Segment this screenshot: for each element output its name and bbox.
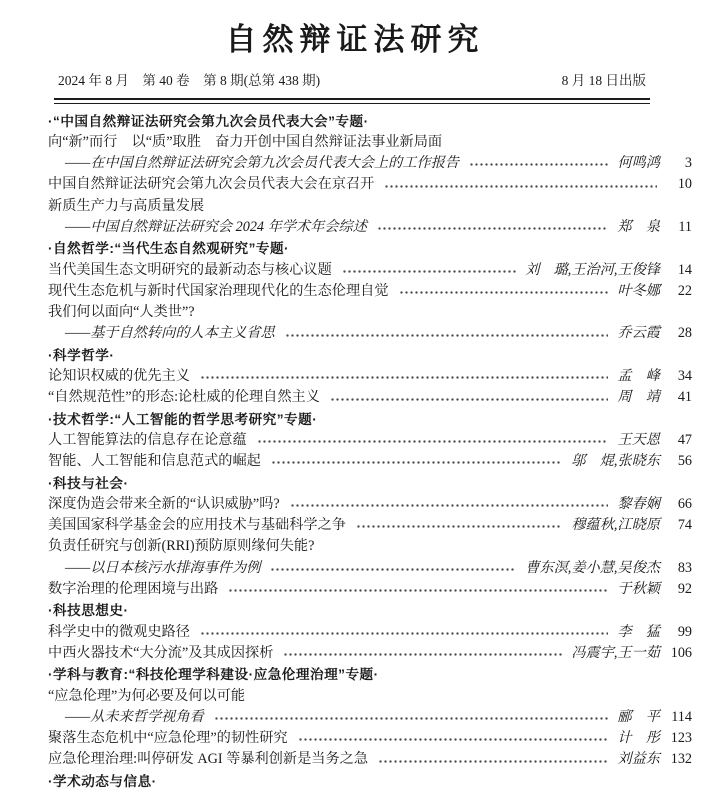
article-authors: 王天恩 xyxy=(617,430,660,451)
page-number: 92 xyxy=(666,579,692,600)
page-number: 123 xyxy=(666,728,692,749)
page-number: 114 xyxy=(666,707,692,728)
toc-row xyxy=(48,174,692,195)
article-title: 向“新”而行 以“质”取胜 奋力开创中国自然辩证法事业新局面 xyxy=(48,132,442,153)
toc-row xyxy=(48,707,692,728)
toc-row xyxy=(48,558,692,579)
article-title: ——中国自然辩证法研究会 2024 年学术年会综述 xyxy=(65,217,367,238)
dot-leader xyxy=(200,632,609,635)
toc-row xyxy=(48,387,692,408)
dot-leader xyxy=(257,440,609,443)
article-authors: 于秋颖 xyxy=(617,579,660,600)
page-number: 66 xyxy=(666,494,692,515)
toc-row xyxy=(48,260,692,281)
page-number: 34 xyxy=(666,366,692,387)
article-authors: 黎春娴 xyxy=(617,494,660,515)
article-authors: 孟 峰 xyxy=(617,366,660,387)
publish-date: 8 月 18 日出版 xyxy=(562,69,646,89)
toc-row xyxy=(48,217,692,238)
toc-section-header xyxy=(48,771,692,792)
page-number: 74 xyxy=(666,515,692,536)
article-title: 聚落生态危机中“应急伦理”的韧性研究 xyxy=(48,728,288,749)
toc-row xyxy=(48,536,692,557)
article-title: “自然规范性”的形态:论杜威的伦理自然主义 xyxy=(48,387,320,408)
article-title: 我们何以面向“人类世”? xyxy=(48,302,195,323)
article-authors: 曹东溟,姜小慧,吴俊杰 xyxy=(525,558,660,579)
article-authors: 何鸣鸿 xyxy=(617,153,660,174)
section-title: ·科学哲学· xyxy=(48,345,114,366)
section-title: ·科技思想史· xyxy=(48,600,129,621)
article-authors: 计 彤 xyxy=(617,728,660,749)
toc-row xyxy=(48,430,692,451)
page-number: 47 xyxy=(666,430,692,451)
article-authors: 李 猛 xyxy=(617,622,660,643)
dot-leader xyxy=(377,227,609,230)
section-title: ·技术哲学:“人工智能的哲学思考研究”专题· xyxy=(48,409,317,430)
toc-row xyxy=(48,451,692,472)
article-authors: 穆蕴秋,江晓原 xyxy=(571,515,660,536)
article-title: 智能、人工智能和信息范式的崛起 xyxy=(48,451,261,472)
page-number: 11 xyxy=(666,217,692,238)
article-title: 论知识权威的优先主义 xyxy=(48,366,190,387)
dot-leader xyxy=(378,760,608,763)
section-title: ·学术动态与信息· xyxy=(48,771,157,792)
article-title: 中国自然辩证法研究会第九次会员代表大会在京召开 xyxy=(48,174,374,195)
page-number: 41 xyxy=(666,387,692,408)
section-title: ·科技与社会· xyxy=(48,473,129,494)
journal-title: 自然辩证法研究 xyxy=(0,14,704,59)
toc-section-header xyxy=(48,111,692,132)
dot-leader xyxy=(356,525,562,528)
dot-leader xyxy=(283,653,562,656)
toc-row xyxy=(48,366,692,387)
page-number: 14 xyxy=(666,260,692,281)
article-title: 应急伦理治理:叫停研发 AGI 等暴利创新是当务之急 xyxy=(48,749,368,770)
article-authors: 乔云霞 xyxy=(617,323,660,344)
article-authors: 叶冬娜 xyxy=(617,281,660,302)
article-title: 现代生态危机与新时代国家治理现代化的生态伦理自觉 xyxy=(48,281,389,302)
toc-section-header xyxy=(48,238,692,259)
article-authors: 郑 泉 xyxy=(617,217,660,238)
dot-leader xyxy=(298,738,609,741)
toc-row xyxy=(48,749,692,770)
article-authors: 冯震宇,王一茹 xyxy=(571,643,660,664)
toc-row xyxy=(48,132,692,153)
article-authors: 郦 平 xyxy=(617,707,660,728)
page-number: 28 xyxy=(666,323,692,344)
article-title: 当代美国生态文明研究的最新动态与核心议题 xyxy=(48,260,332,281)
section-title: ·自然哲学:“当代生态自然观研究”专题· xyxy=(48,238,289,259)
page-number: 106 xyxy=(666,643,692,664)
toc-row xyxy=(48,153,692,174)
toc-row xyxy=(48,579,692,600)
dot-leader xyxy=(290,504,609,507)
dot-leader xyxy=(270,568,516,571)
article-authors: 周 靖 xyxy=(617,387,660,408)
article-title: 新质生产力与高质量发展 xyxy=(48,196,204,217)
article-title: 科学史中的微观史路径 xyxy=(48,622,190,643)
dot-leader xyxy=(469,163,608,166)
page-number: 56 xyxy=(666,451,692,472)
dot-leader xyxy=(399,291,609,294)
page-number: 132 xyxy=(666,749,692,770)
toc-section-header xyxy=(48,409,692,430)
toc-section-header xyxy=(48,600,692,621)
article-title: ——以日本核污水排海事件为例 xyxy=(65,558,260,579)
dot-leader xyxy=(330,398,609,401)
issue-info: 2024 年 8 月 第 40 卷 第 8 期(总第 438 期) xyxy=(58,69,320,89)
dot-leader xyxy=(228,589,608,592)
article-title: 人工智能算法的信息存在论意蕴 xyxy=(48,430,247,451)
toc-row xyxy=(48,323,692,344)
dot-leader xyxy=(384,185,657,188)
toc-row xyxy=(48,622,692,643)
page-number: 99 xyxy=(666,622,692,643)
toc-row xyxy=(48,728,692,749)
section-title: ·学科与教育:“科技伦理学科建设·应急伦理治理”专题· xyxy=(48,664,379,685)
article-title: 美国国家科学基金会的应用技术与基础科学之争 xyxy=(48,515,346,536)
dot-leader xyxy=(200,376,609,379)
article-title: “应急伦理”为何必要及何以可能 xyxy=(48,686,245,707)
page-number: 10 xyxy=(666,174,692,195)
toc-row xyxy=(48,515,692,536)
dot-leader xyxy=(271,461,562,464)
article-title: ——从未来哲学视角看 xyxy=(65,707,204,728)
article-authors: 邬 焜,张晓东 xyxy=(571,451,660,472)
page-number: 83 xyxy=(666,558,692,579)
page-number: 3 xyxy=(666,153,692,174)
toc-section-header xyxy=(48,473,692,494)
article-authors: 刘益东 xyxy=(617,749,660,770)
issue-line xyxy=(58,69,646,89)
article-title: 深度伪造会带来全新的“认识威胁”吗? xyxy=(48,494,280,515)
toc-section-header xyxy=(48,345,692,366)
toc-list xyxy=(0,104,704,792)
toc-row xyxy=(48,196,692,217)
article-title: 数字治理的伦理困境与出路 xyxy=(48,579,218,600)
article-title: 负责任研究与创新(RRI)预防原则缘何失能? xyxy=(48,536,314,557)
toc-row xyxy=(48,643,692,664)
article-title: ——基于自然转向的人本主义省思 xyxy=(65,323,275,344)
article-authors: 刘 璐,王治河,王俊锋 xyxy=(525,260,660,281)
toc-row xyxy=(48,494,692,515)
page-number: 22 xyxy=(666,281,692,302)
toc-row xyxy=(48,302,692,323)
dot-leader xyxy=(214,717,609,720)
section-title: ·“中国自然辩证法研究会第九次会员代表大会”专题· xyxy=(48,111,369,132)
toc-row xyxy=(48,281,692,302)
article-title: ——在中国自然辩证法研究会第九次会员代表大会上的工作报告 xyxy=(65,153,459,174)
dot-leader xyxy=(342,270,516,273)
dot-leader xyxy=(285,334,609,337)
article-title: 中西火器技术“大分流”及其成因探析 xyxy=(48,643,273,664)
toc-row xyxy=(48,686,692,707)
toc-section-header xyxy=(48,664,692,685)
